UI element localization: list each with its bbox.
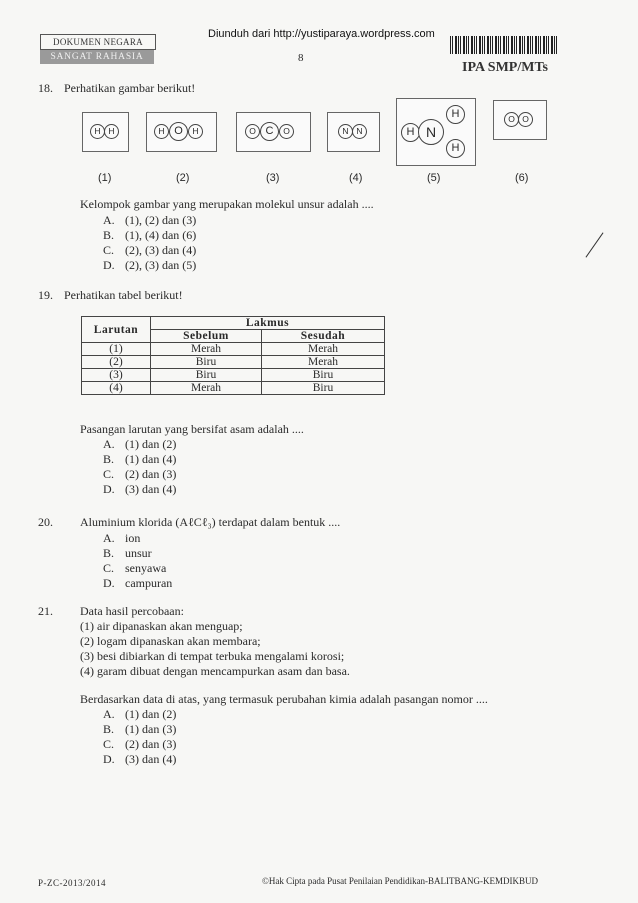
option-20-d[interactable] (103, 576, 172, 591)
option-letter: A. (103, 531, 115, 545)
question-20-text: Aluminium klorida (AℓCℓ₃) terdapat dalam bentuk .... (80, 515, 341, 529)
option-21-b[interactable] (103, 722, 176, 737)
option-letter: A. (103, 707, 115, 721)
question-21-prompt: Data hasil percobaan: (80, 604, 184, 618)
molecule-4-box (327, 112, 380, 152)
option-text: (2), (3) dan (5) (125, 258, 197, 272)
question-19-text: Pasangan larutan yang bersifat asam adalah .... (80, 422, 304, 436)
option-letter: B. (103, 722, 115, 736)
data-item-2: (2) logam dipanaskan akan membara; (80, 634, 261, 648)
subject-title: IPA SMP/MTs (462, 60, 548, 75)
option-text: (1) dan (3) (125, 722, 177, 736)
option-letter: C. (103, 243, 115, 257)
option-20-c[interactable] (103, 561, 166, 576)
question-19-prompt: Perhatikan tabel berikut! (64, 288, 183, 302)
molecule-5-label: (5) (427, 172, 441, 184)
secret-label: SANGAT RAHASIA (40, 50, 154, 64)
cell-sesudah: Biru (262, 382, 385, 395)
question-18-text: Kelompok gambar yang merupakan molekul unsur adalah .... (80, 197, 374, 211)
option-18-a[interactable] (103, 213, 196, 228)
option-letter: A. (103, 213, 115, 227)
option-letter: B. (103, 228, 115, 242)
atom-h: H (446, 105, 465, 124)
molecule-6-box (493, 100, 547, 140)
molecule-2-box (146, 112, 217, 152)
option-letter: B. (103, 546, 115, 560)
table-row (82, 369, 385, 382)
atom-o: O (245, 124, 260, 139)
option-text: (2) dan (3) (125, 467, 177, 481)
molecule-3-box (236, 112, 311, 152)
atom-n: N (418, 119, 444, 145)
option-letter: D. (103, 752, 115, 766)
option-letter: C. (103, 561, 115, 575)
option-text: (1) dan (2) (125, 707, 177, 721)
option-letter: A. (103, 437, 115, 451)
option-19-a[interactable] (103, 437, 176, 452)
data-item-1: (1) air dipanaskan akan menguap; (80, 619, 243, 633)
option-letter: B. (103, 452, 115, 466)
table-row (82, 382, 385, 395)
molecule-2-label: (2) (176, 172, 190, 184)
data-item-3: (3) besi dibiarkan di tempat terbuka mengalami korosi; (80, 649, 345, 663)
header-larutan: Larutan (82, 317, 151, 343)
molecule-5-box (396, 98, 476, 166)
option-text: (2) dan (3) (125, 737, 177, 751)
option-text: campuran (125, 576, 173, 590)
atom-n: N (338, 124, 353, 139)
question-18-number: 18. (38, 81, 53, 95)
atom-o: O (504, 112, 519, 127)
cell-larutan: (1) (82, 343, 151, 356)
document-label: DOKUMEN NEGARA (40, 34, 156, 50)
option-text: (2), (3) dan (4) (125, 243, 197, 257)
molecule-4-label: (4) (349, 172, 363, 184)
atom-h: H (90, 124, 105, 139)
option-text: (1) dan (4) (125, 452, 177, 466)
option-letter: D. (103, 576, 115, 590)
option-19-c[interactable] (103, 467, 176, 482)
option-text: ion (125, 531, 141, 545)
atom-o: O (169, 122, 188, 141)
option-text: (1) dan (2) (125, 437, 177, 451)
option-21-c[interactable] (103, 737, 176, 752)
cell-sesudah: Biru (262, 369, 385, 382)
option-letter: C. (103, 467, 115, 481)
cell-sesudah: Merah (262, 343, 385, 356)
cell-sesudah: Merah (262, 356, 385, 369)
question-20-number: 20. (38, 515, 53, 529)
option-18-d[interactable] (103, 258, 196, 273)
cell-sebelum: Biru (151, 369, 262, 382)
cell-larutan: (4) (82, 382, 151, 395)
table-row (82, 343, 385, 356)
atom-h: H (154, 124, 169, 139)
option-text: (3) dan (4) (125, 752, 177, 766)
molecule-6-label: (6) (515, 172, 529, 184)
pen-mark (585, 232, 603, 257)
header-lakmus: Lakmus (151, 317, 385, 330)
cell-sebelum: Merah (151, 343, 262, 356)
footer-copyright: ©Hak Cipta pada Pusat Penilaian Pendidikan-BALITBANG-KEMDIKBUD (262, 876, 539, 886)
litmus-table (81, 316, 385, 395)
option-letter: D. (103, 258, 115, 272)
atom-h: H (104, 124, 119, 139)
barcode-image (450, 36, 558, 54)
source-url: Diunduh dari http://yustiparaya.wordpress.com (208, 28, 435, 40)
header-sebelum: Sebelum (151, 330, 262, 343)
option-text: (3) dan (4) (125, 482, 177, 496)
atom-h: H (401, 123, 420, 142)
atom-c: C (260, 122, 279, 141)
option-text: senyawa (125, 561, 167, 575)
atom-n: N (352, 124, 367, 139)
option-21-a[interactable] (103, 707, 176, 722)
option-19-d[interactable] (103, 482, 176, 497)
option-20-b[interactable] (103, 546, 152, 561)
cell-larutan: (2) (82, 356, 151, 369)
option-letter: D. (103, 482, 115, 496)
option-20-a[interactable] (103, 531, 140, 546)
option-18-c[interactable] (103, 243, 196, 258)
atom-o: O (279, 124, 294, 139)
cell-sebelum: Biru (151, 356, 262, 369)
molecule-1-box (82, 112, 129, 152)
cell-larutan: (3) (82, 369, 151, 382)
header-sesudah: Sesudah (262, 330, 385, 343)
option-text: (1), (2) dan (3) (125, 213, 197, 227)
molecule-1-label: (1) (98, 172, 112, 184)
atom-h: H (446, 139, 465, 158)
page-number: 8 (298, 52, 304, 64)
question-21-text: Berdasarkan data di atas, yang termasuk perubahan kimia adalah pasangan nomor .... (80, 692, 488, 706)
atom-o: O (518, 112, 533, 127)
data-item-4: (4) garam dibuat dengan mencampurkan asam dan basa. (80, 664, 350, 678)
option-21-d[interactable] (103, 752, 176, 767)
option-text: (1), (4) dan (6) (125, 228, 197, 242)
option-letter: C. (103, 737, 115, 751)
question-18-prompt: Perhatikan gambar berikut! (64, 81, 196, 95)
option-19-b[interactable] (103, 452, 176, 467)
option-18-b[interactable] (103, 228, 196, 243)
molecule-3-label: (3) (266, 172, 280, 184)
question-21-number: 21. (38, 604, 53, 618)
cell-sebelum: Merah (151, 382, 262, 395)
atom-h: H (188, 124, 203, 139)
question-19-number: 19. (38, 288, 53, 302)
option-text: unsur (125, 546, 152, 560)
footer-code: P-ZC-2013/2014 (38, 878, 107, 888)
table-row (82, 356, 385, 369)
